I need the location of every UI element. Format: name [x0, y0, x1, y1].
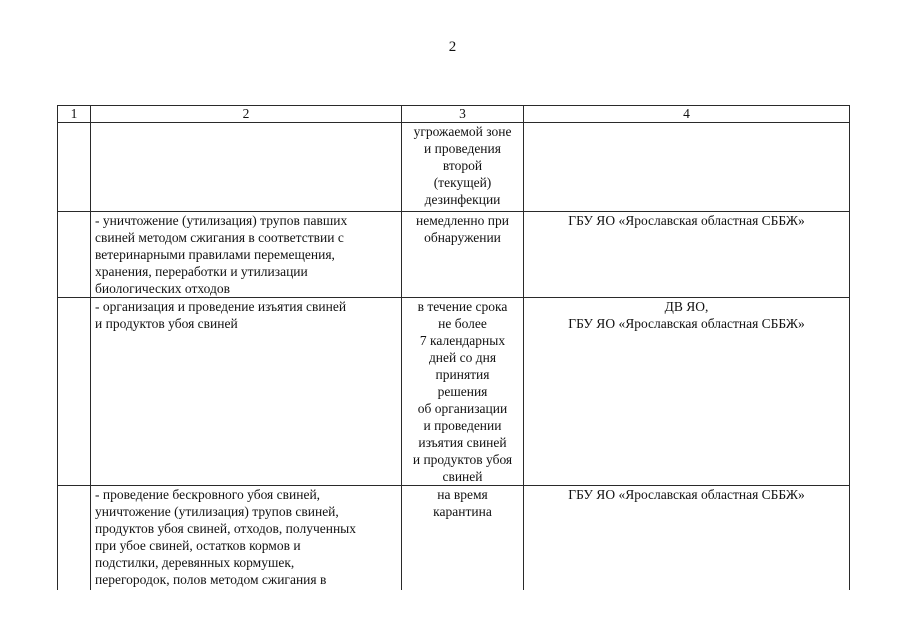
cell-deadline: в течение срока не более 7 календарных дней со дня принятия решения об организации и проведении изъятия свиней и продуктов убоя свиней [402, 298, 524, 486]
cell-measure: - организация и проведение изъятия свиней и продуктов убоя свиней [91, 298, 402, 486]
cell-responsible: ГБУ ЯО «Ярославская областная СББЖ» [524, 486, 850, 591]
cell-deadline: угрожаемой зоне и проведения второй (текущей) дезинфекции [402, 123, 524, 212]
cell-responsible: ГБУ ЯО «Ярославская областная СББЖ» [524, 212, 850, 298]
header-cell-2: 2 [91, 106, 402, 123]
table-row [58, 486, 850, 591]
table-row [58, 123, 850, 212]
table-row [58, 212, 850, 298]
cell-measure: - проведение бескровного убоя свиней, уничтожение (утилизация) трупов свиней, продуктов убоя свиней, отходов, полученных при убое свиней, остатков кормов и подстилки, деревянных кормушек, перегородок, полов методом сжигания в [91, 486, 402, 591]
header-cell-3: 3 [402, 106, 524, 123]
measures-table [57, 105, 850, 590]
cell-number [58, 212, 91, 298]
page-number: 2 [448, 39, 457, 55]
header-cell-1: 1 [58, 106, 91, 123]
cell-number [58, 298, 91, 486]
cell-responsible [524, 123, 850, 212]
cell-number [58, 486, 91, 591]
cell-deadline: немедленно при обнаружении [402, 212, 524, 298]
cell-measure: - уничтожение (утилизация) трупов павших свиней методом сжигания в соответствии с ветеринарными правилами перемещения, хранения, переработки и утилизации биологических отходов [91, 212, 402, 298]
header-cell-4: 4 [524, 106, 850, 123]
table-row [58, 298, 850, 486]
cell-responsible: ДВ ЯО, ГБУ ЯО «Ярославская областная СББЖ» [524, 298, 850, 486]
cell-number [58, 123, 91, 212]
cell-deadline: на время карантина [402, 486, 524, 591]
table-header-row [58, 106, 850, 123]
cell-measure [91, 123, 402, 212]
